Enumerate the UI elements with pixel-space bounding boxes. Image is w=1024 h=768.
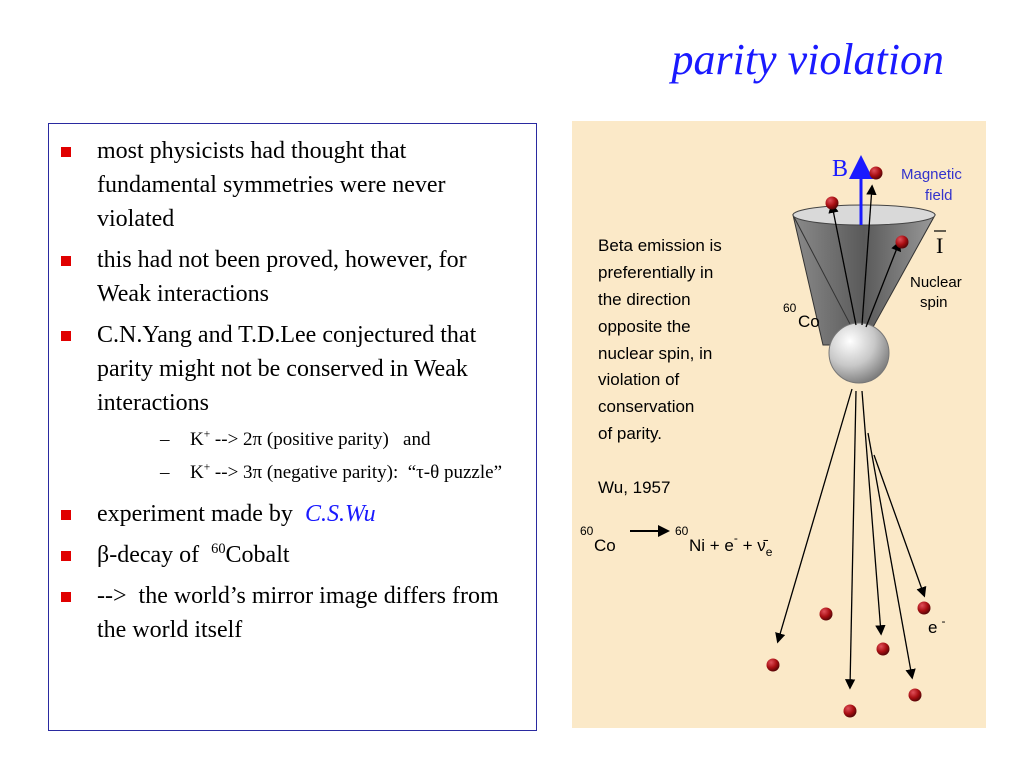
kaon-symbol: K <box>190 462 204 483</box>
sub-bullet-list <box>97 423 522 489</box>
kaon-symbol: K <box>190 429 204 450</box>
dash-marker: – <box>160 462 170 483</box>
bullet-text: most physicists had thought that fundamental symmetries were never violated <box>97 138 446 232</box>
sub-bullet-item <box>97 456 522 489</box>
description-line: of parity. <box>598 424 662 443</box>
electron-particle <box>844 705 857 718</box>
electron-particle <box>918 602 931 615</box>
electron-symbol: e <box>928 618 938 637</box>
bullet-text: this had not been proved, however, for Weak interactions <box>97 247 467 307</box>
description-line: opposite the <box>598 317 691 336</box>
sub-bullet-item <box>97 423 522 456</box>
nuclear-spin-label: spin <box>920 294 948 311</box>
electron-particle <box>896 236 909 249</box>
bullet-text: experiment made by <box>97 501 299 527</box>
bullet-square-icon <box>61 331 71 341</box>
kaon-charge: + <box>203 428 211 441</box>
description-line: violation of <box>598 370 680 389</box>
electron-particle <box>870 167 883 180</box>
bullet-list <box>49 124 536 647</box>
eq-co-isotope: 60 <box>580 524 594 538</box>
bullet-square-icon <box>61 147 71 157</box>
electron-particle <box>909 689 922 702</box>
electron-particle <box>820 608 833 621</box>
eq-ni-label <box>689 531 773 559</box>
electron-particle <box>877 643 890 656</box>
bullet-square-icon <box>61 592 71 602</box>
bullet-item <box>49 134 536 236</box>
description-line: Beta emission is <box>598 236 722 255</box>
electron-label <box>928 614 945 637</box>
description-line: the direction <box>598 290 691 309</box>
magnetic-field-label: field <box>925 187 953 204</box>
eq-neutrino: ν̄ <box>757 536 766 555</box>
description-line: nuclear spin, in <box>598 344 713 363</box>
isotope-number: 60 <box>211 541 226 557</box>
bullet-text-box <box>48 123 537 731</box>
credit-text: Wu, 1957 <box>598 478 671 497</box>
cobalt-label: Co <box>798 312 820 331</box>
spin-symbol: I <box>936 233 944 258</box>
experimenter-name: C.S.Wu <box>304 501 376 527</box>
bullet-item <box>49 538 536 572</box>
bullet-square-icon <box>61 256 71 266</box>
downward-emission-arrow <box>850 391 856 687</box>
bullet-text: --> the world’s mirror image differs from the world itself <box>97 583 505 643</box>
wu-experiment-figure <box>572 121 986 728</box>
cobalt-nucleus <box>829 323 889 383</box>
slide-title: parity violation <box>671 35 944 84</box>
bullet-item <box>49 243 536 311</box>
dash-marker: – <box>160 429 170 450</box>
eq-nu-sub: e <box>765 545 773 559</box>
cobalt-isotope: 60 <box>783 301 797 315</box>
eq-plus: + <box>737 536 758 555</box>
bullet-item <box>49 579 536 647</box>
eq-minus: - <box>733 531 738 545</box>
bullet-text: β-decay of <box>97 542 206 568</box>
description-line: conservation <box>598 397 695 416</box>
bullet-square-icon <box>61 510 71 520</box>
electron-particle <box>767 659 780 672</box>
sub-bullet-text: --> 3π (negative parity): “τ-θ puzzle” <box>210 462 502 483</box>
nuclear-spin-label: Nuclear <box>910 274 962 291</box>
bullet-text: C.N.Yang and T.D.Lee conjectured that parity might not be conserved in Weak interactions <box>97 322 477 416</box>
field-symbol-label: B <box>832 156 849 182</box>
bullet-square-icon <box>61 551 71 561</box>
kaon-charge: + <box>203 461 211 474</box>
bullet-item <box>49 318 536 489</box>
description-line: preferentially in <box>598 263 714 282</box>
sub-bullet-text: --> 2π (positive parity) and <box>210 429 431 450</box>
electron-particle <box>826 197 839 210</box>
downward-emission-arrow <box>874 455 924 595</box>
eq-co-label: Co <box>594 536 616 555</box>
cone-rim <box>793 205 935 225</box>
magnetic-field-label: Magnetic <box>901 166 962 183</box>
bullet-item <box>49 497 536 531</box>
decay-equation <box>580 524 773 559</box>
eq-ni-part: Ni + e <box>689 536 734 555</box>
eq-ni-isotope: 60 <box>675 524 689 538</box>
description-text <box>598 236 722 443</box>
electron-charge: - <box>941 614 946 628</box>
wu-experiment-diagram <box>572 121 986 728</box>
downward-emission-arrow <box>862 391 881 633</box>
downward-emission-arrow <box>778 389 852 641</box>
element-name: Cobalt <box>225 542 290 568</box>
decay-arrow-head <box>658 525 670 537</box>
